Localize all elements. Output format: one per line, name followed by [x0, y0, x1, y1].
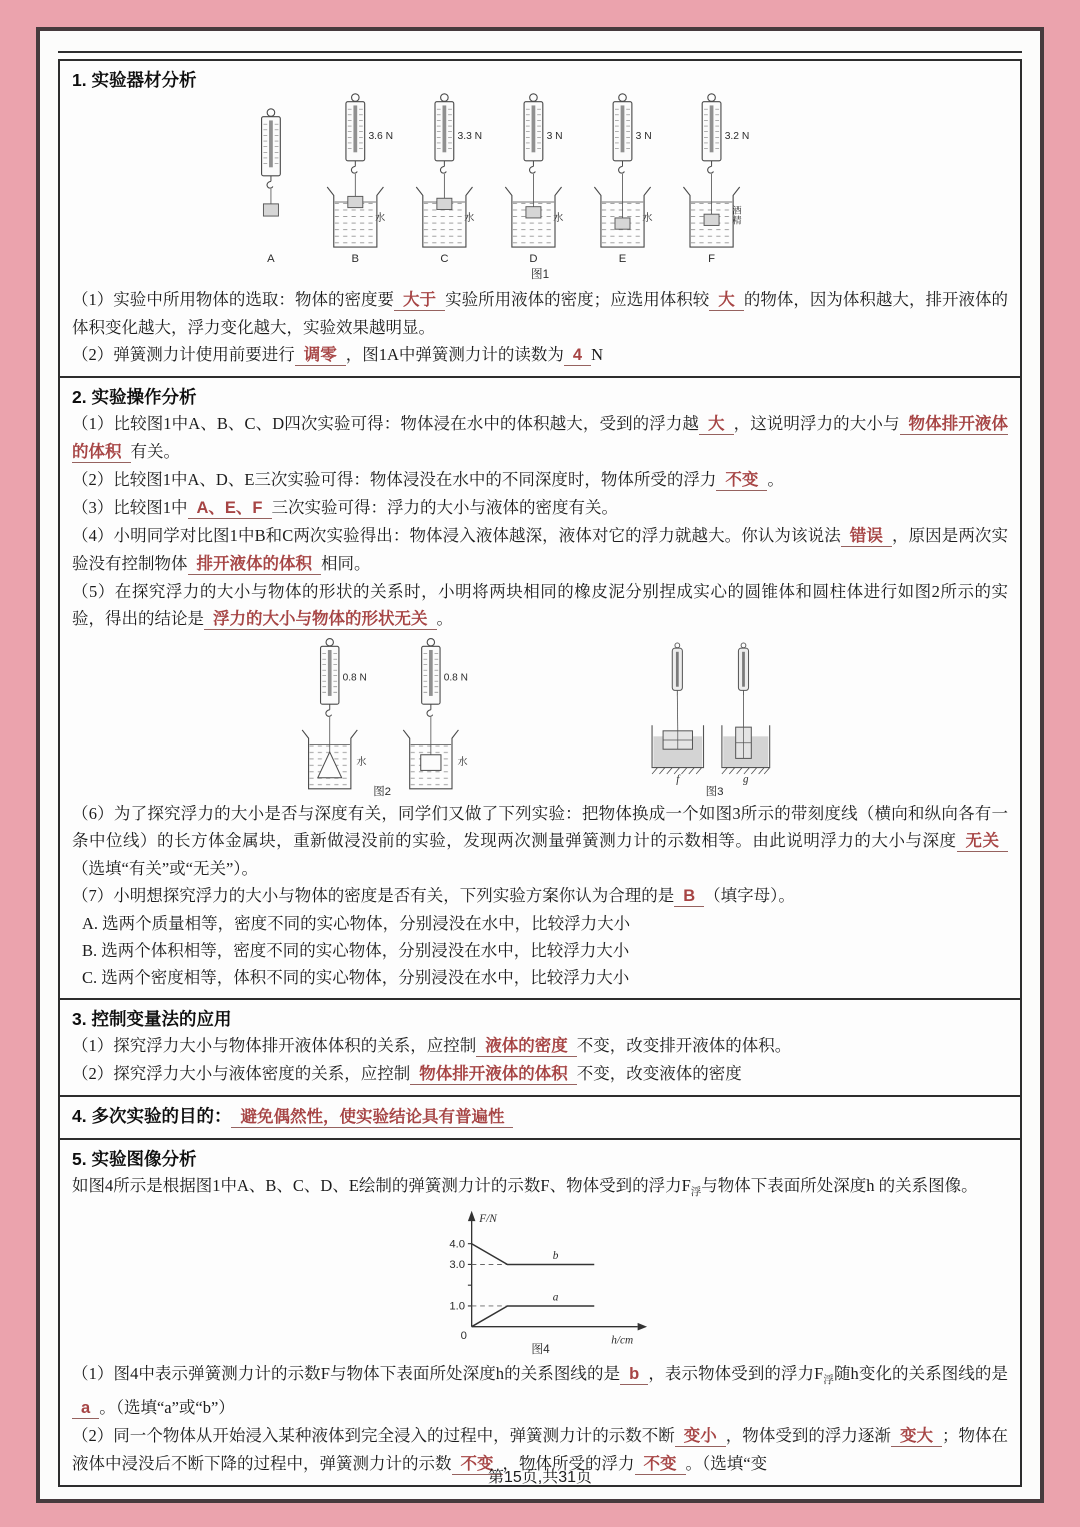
- section-5-title: 5. 实验图像分析: [72, 1149, 197, 1169]
- answer-text: 液体的密度: [476, 1037, 577, 1057]
- content-box: [58, 59, 1022, 1487]
- answer-text: B: [674, 887, 704, 907]
- text-run: 。（选填“变: [685, 1454, 768, 1473]
- fig4-line-b: [471, 1244, 594, 1265]
- fig2-reading-2: 0.8 N: [443, 672, 468, 684]
- figure-2-diagram: [281, 638, 566, 798]
- text-run: 。: [767, 470, 784, 489]
- page-footer: 第15页,共31页: [487, 1469, 593, 1486]
- fig4-line-b-label: b: [552, 1249, 558, 1262]
- text-run: （2）比较图1中A、D、E三次实验可得：物体浸没在水中的不同深度时，物体所受的浮力: [72, 470, 717, 489]
- text-run: （5）在探究浮力的大小与物体的形状的关系时，小明将两块相同的橡皮泥分别捏成实心的圆锥体和圆柱体进行如图2所示的实验，得出的结论是: [72, 582, 1009, 628]
- figure-1-diagram: [240, 93, 840, 281]
- answer-text: 大于: [394, 291, 445, 311]
- fig1-reading-E: 3 N: [635, 131, 652, 143]
- text-run: 如图4所示是根据图1中A、B、C、D、E绘制的弹簧测力计的示数F、物体受到的浮力F: [72, 1176, 691, 1195]
- fig4-ytick-1: 1.0: [448, 1300, 465, 1313]
- fig4-line-a: [471, 1306, 594, 1327]
- fig2-cube-shape: [420, 755, 440, 771]
- text-run: ，原因是两次实验没有控制物体: [72, 526, 1009, 573]
- text-run: N: [591, 345, 604, 364]
- fig3-caption: 图3: [705, 786, 723, 798]
- answer-text: 不变: [716, 471, 767, 491]
- answer-text: 物体排开液体的体积: [410, 1065, 577, 1085]
- top-rule: [58, 51, 1022, 53]
- s2-item-2: [72, 466, 1008, 494]
- fig3-label-f: f: [675, 773, 679, 786]
- s1-item-1: [72, 286, 1008, 341]
- fig1-caption: 图1: [530, 267, 550, 281]
- fig4-x-axis-label: h/cm: [610, 1334, 633, 1347]
- fig3-setup-g: [721, 643, 769, 785]
- fig4-y-axis-label: F/N: [478, 1213, 497, 1226]
- figure-2-3-row: [72, 633, 1008, 800]
- text-run: （7）小明想探究浮力的大小与物体的密度是否有关，下列实验方案你认为合理的是: [72, 886, 675, 905]
- section-5-graph-analysis: [60, 1140, 1020, 1485]
- answer-text: a: [72, 1399, 99, 1419]
- answer-text: A、E、F: [188, 499, 272, 519]
- text-run: 随h变化的关系图线的是: [833, 1364, 1008, 1383]
- s2-item-7: [72, 882, 1008, 910]
- answer-text: 大: [709, 291, 744, 311]
- section-2-title: 2. 实验操作分析: [72, 387, 197, 407]
- s2-option-A: [72, 910, 1008, 937]
- fig2-reading-1: 0.8 N: [342, 672, 367, 684]
- text-run: 的物体，因为体积越大，排开液体的体积变化越大，浮力变化越大，实验效果越明显。: [72, 290, 1009, 337]
- fig2-caption: 图2: [372, 786, 391, 798]
- s5-item-1: [72, 1360, 1008, 1422]
- s3-item-1: [72, 1032, 1008, 1060]
- text-run: 4. 多次实验的目的：: [72, 1106, 232, 1126]
- section-2-operation-analysis: [60, 378, 1020, 1000]
- y-axis-arrow: [467, 1211, 475, 1221]
- fig1-liquid-E: 水: [642, 212, 653, 224]
- text-run: ，表示物体受到的浮力F: [648, 1364, 824, 1383]
- s2-option-C: [72, 964, 1008, 991]
- text-run: 实验所用液体的密度；应选用体积较: [445, 290, 710, 309]
- s1-item-2: [72, 341, 1008, 369]
- text-run: （6）为了探究浮力的大小是否与深度有关，同学们又做了下列实验：把物体换成一个如图3所示的带刻度线（横向和纵向各有一条中位线）的长方体金属块，重新做浸没前的实验，发现两次测量弹簧测力计的示数相等。由此说明浮力的大小与深度: [72, 804, 1008, 850]
- text-run: （1）实验中所用物体的选取：物体的密度要: [72, 290, 395, 309]
- text-run: （2）探究浮力大小与液体密度的关系，应控制: [72, 1064, 411, 1083]
- fig4-origin-label: 0: [460, 1329, 467, 1342]
- fig1-letter-E: E: [618, 253, 627, 265]
- s2-item-1: [72, 410, 1008, 466]
- fig4-line-a-label: a: [552, 1291, 558, 1304]
- text-run: （1）探究浮力大小与物体排开液体体积的关系，应控制: [72, 1036, 477, 1055]
- fig1-setup-C: [416, 94, 482, 265]
- answer-text: 变小: [675, 1427, 726, 1447]
- fig1-setup-B: [327, 94, 393, 265]
- answer-text: 错误: [841, 527, 892, 547]
- text-run: 有关。: [130, 442, 180, 461]
- text-run: B. 选两个体积相等，密度不同的实心物体，分别浸没在水中，比较浮力大小: [82, 941, 630, 960]
- fig2-setup-cube: [403, 639, 468, 789]
- text-run: ，物体受到的浮力逐渐: [725, 1426, 891, 1445]
- fig1-setup-E: [594, 94, 652, 265]
- fig1-reading-B: 3.6 N: [368, 131, 394, 143]
- text-run: 相同。: [321, 554, 371, 573]
- answer-text: 大: [699, 415, 734, 435]
- fig2-liquid-2: 水: [457, 756, 468, 768]
- fig4-ytick-4: 4.0: [448, 1238, 465, 1251]
- answer-text: 浮力的大小与物体的形状无关: [204, 610, 437, 630]
- s2-item-6: [72, 800, 1008, 882]
- fig1-liquid-B: 水: [375, 212, 386, 224]
- fig1-liquid-F-char1: 酒: [732, 205, 742, 216]
- s4-line: [72, 1103, 1008, 1131]
- text-run: （4）小明同学对比图1中B和C两次实验得出：物体浸入液体越深，液体对它的浮力就越大。你认为该说法: [72, 526, 841, 545]
- fig2-setup-cone: [302, 639, 367, 789]
- text-run: C. 选两个密度相等，体积不同的实心物体，分别浸没在水中，比较浮力大小: [82, 968, 630, 987]
- text-run: 。: [436, 609, 453, 628]
- text-run: 浮: [690, 1187, 702, 1198]
- fig4-caption: 图4: [530, 1343, 550, 1355]
- fig1-letter-B: B: [351, 253, 360, 265]
- section-3-control-variable: [60, 1000, 1020, 1097]
- fig1-letter-A: A: [267, 253, 275, 265]
- text-run: A. 选两个质量相等，密度不同的实心物体，分别浸没在水中，比较浮力大小: [82, 914, 631, 933]
- fig3-setup-f: [652, 643, 703, 785]
- answer-text: 无关: [957, 832, 1009, 852]
- text-run: （1）比较图1中A、B、C、D四次实验可得：物体浸在水中的体积越大，受到的浮力越: [72, 414, 700, 433]
- fig1-reading-C: 3.3 N: [457, 131, 483, 143]
- fig1-setup-D: [505, 94, 563, 265]
- fig1-liquid-F-char2: 精: [732, 215, 742, 226]
- text-run: （3）比较图1中: [72, 498, 188, 517]
- answer-text: 物体排开液体的体积: [72, 415, 1009, 461]
- text-run: （2）同一个物体从开始浸入某种液体到完全浸入的过程中，弹簧测力计的示数不断: [72, 1426, 675, 1445]
- answer-text: 变大: [891, 1427, 942, 1447]
- text-run: （填字母）。: [704, 886, 795, 905]
- s2-option-B: [72, 937, 1008, 964]
- s2-item-3: [72, 494, 1008, 522]
- fig3-label-g: g: [742, 773, 749, 786]
- text-run: 三次实验可得：浮力的大小与液体的密度有关。: [271, 498, 618, 517]
- figure-4-graph: [413, 1206, 668, 1355]
- section-1-equipment-analysis: [60, 61, 1020, 378]
- fig4-ytick-3: 3.0: [448, 1259, 465, 1272]
- text-run: 不变，改变排开液体的体积。: [576, 1036, 792, 1055]
- worksheet-page: [36, 27, 1044, 1503]
- text-run: （选填“有关”或“无关”）。: [72, 859, 259, 878]
- text-run: ，这说明浮力的大小与: [733, 414, 900, 433]
- section-1-title: 1. 实验器材分析: [72, 70, 197, 90]
- text-run: ；物体在液体中浸没后不断下降的过程中，弹簧测力计的示数: [72, 1426, 1009, 1473]
- text-run: （1）图4中表示弹簧测力计的示数F与物体下表面所处深度h的关系图线的是: [72, 1364, 621, 1383]
- fig1-letter-C: C: [440, 253, 449, 265]
- figure-1-container: [72, 93, 1008, 286]
- answer-text: 调零: [295, 346, 346, 366]
- answer-text: 4: [564, 346, 591, 366]
- fig1-setup-F: [683, 94, 749, 265]
- fig1-letter-D: D: [529, 253, 538, 265]
- s3-item-2: [72, 1060, 1008, 1088]
- s2-item-4: [72, 522, 1008, 578]
- fig1-liquid-C: 水: [464, 212, 475, 224]
- fig1-reading-F: 3.2 N: [724, 131, 750, 143]
- s2-item-5: [72, 578, 1008, 633]
- text-run: （2）弹簧测力计使用前要进行: [72, 345, 295, 364]
- fig1-reading-D: 3 N: [546, 131, 563, 143]
- fig1-liquid-D: 水: [553, 212, 564, 224]
- text-run: ，图1A中弹簧测力计的读数为: [345, 345, 564, 364]
- text-run: ，物体所受的浮力: [502, 1454, 635, 1473]
- s5-intro: [72, 1172, 1008, 1206]
- text-run: 与物体下表面所处深度h 的关系图像。: [701, 1176, 978, 1195]
- figure-4-container: [72, 1206, 1008, 1360]
- figure-3-diagram: [630, 637, 800, 798]
- answer-text: 不变: [635, 1455, 686, 1475]
- answer-text: b: [620, 1365, 648, 1385]
- answer-text: 不变: [452, 1455, 503, 1475]
- fig1-setup-A: [262, 109, 281, 265]
- text-run: 浮: [823, 1375, 834, 1386]
- fig1-letter-F: F: [708, 253, 715, 265]
- text-run: 。（选填“a”或“b”）: [99, 1398, 235, 1417]
- x-axis-arrow: [637, 1323, 646, 1331]
- section-3-title: 3. 控制变量法的应用: [72, 1009, 232, 1029]
- fig2-liquid-1: 水: [355, 756, 367, 768]
- text-run: 不变，改变液体的密度: [576, 1064, 742, 1083]
- section-4-multiple-trials: [60, 1097, 1020, 1140]
- answer-text: 排开液体的体积: [188, 555, 322, 575]
- answer-text: 避免偶然性，使实验结论具有普遍性: [231, 1108, 513, 1128]
